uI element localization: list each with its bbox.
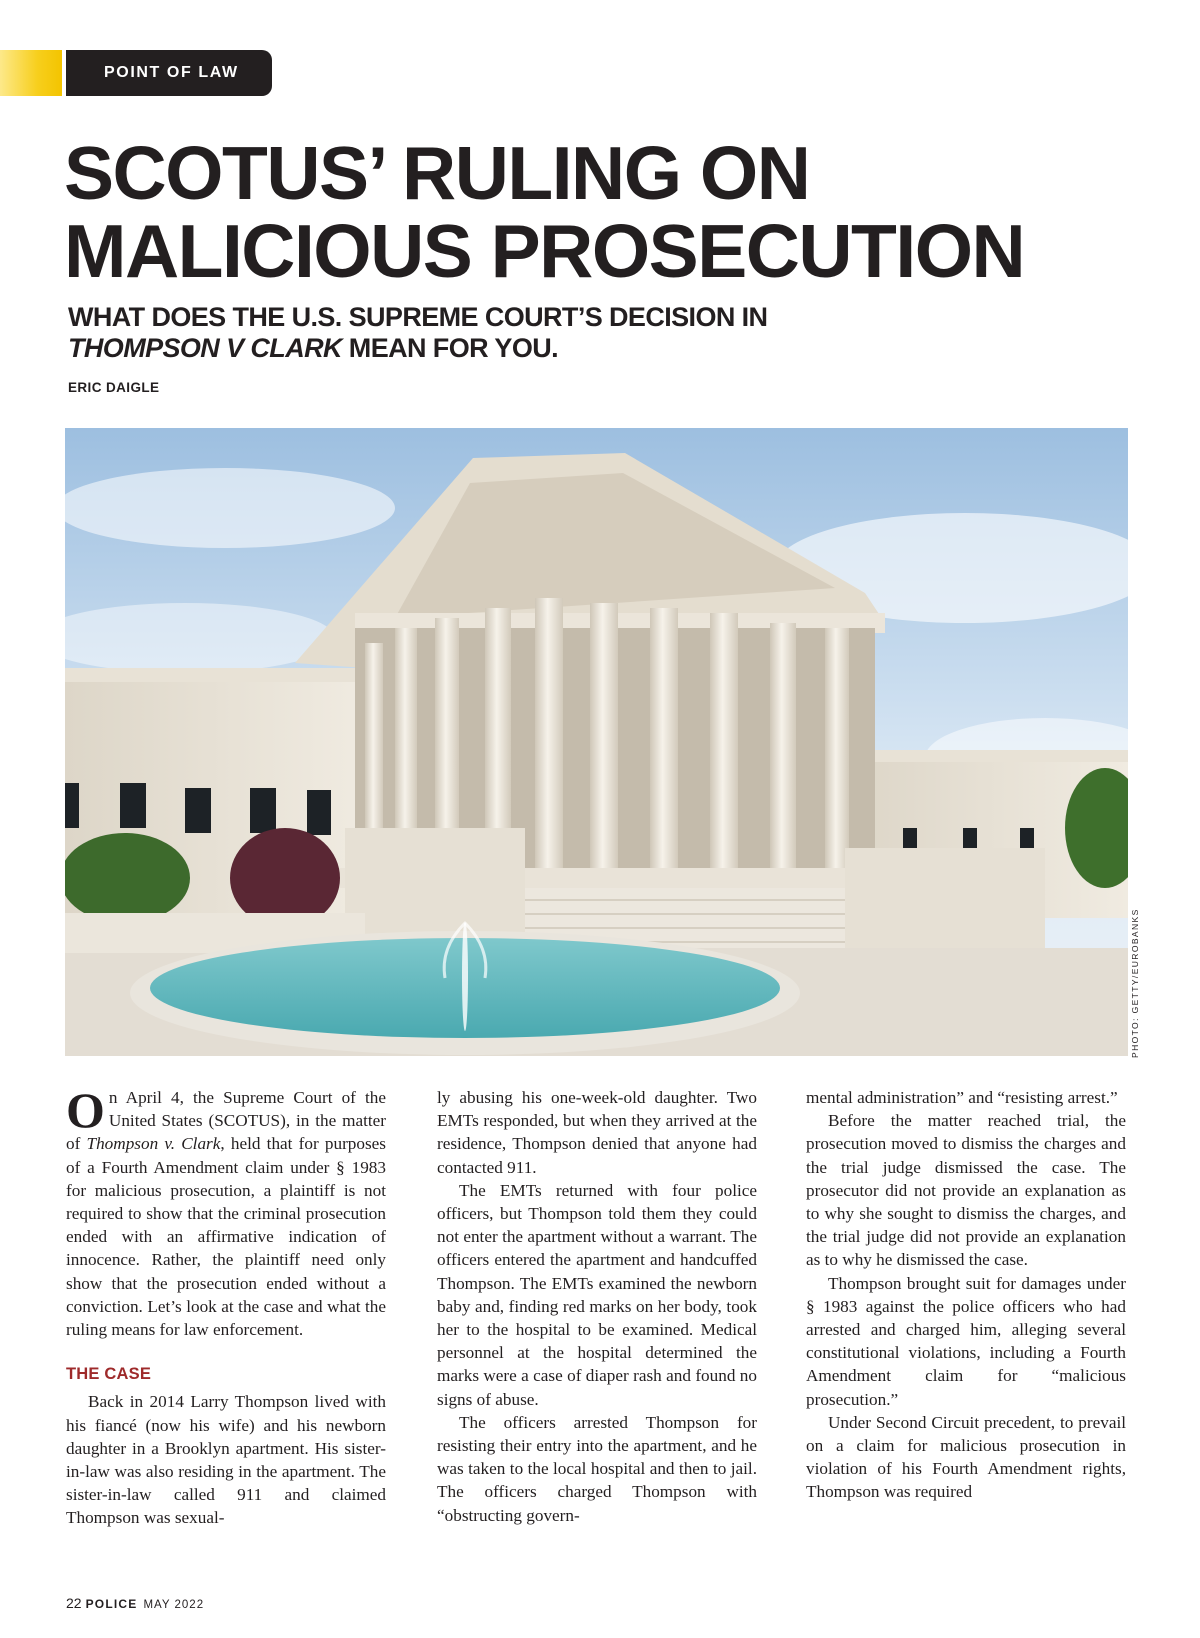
article-deck bbox=[68, 302, 968, 364]
supreme-court-photo bbox=[65, 428, 1128, 1056]
deck-case-name: THOMPSON V CLARK bbox=[68, 333, 342, 363]
article-intro bbox=[66, 1082, 386, 1341]
headline-line-1: SCOTUS’ RULING ON bbox=[64, 131, 810, 215]
section-accent-bar bbox=[0, 50, 62, 96]
photo-credit: PHOTO: GETTY/EUROBANKS bbox=[1130, 908, 1140, 1058]
article-headline bbox=[64, 131, 1174, 293]
paragraph-4: Before the matter reached trial, the prosecution moved to dismiss the charges and the trial judge dismissed the case. The prosecutor did not provide an explanation as to why she sought to dismiss the charges, and the trial judge did not provide an explanation as to why he dismissed the case. bbox=[806, 1111, 1126, 1270]
paragraph-5: Thompson brought suit for damages under § 1983 against the police officers who had arrested and charged him, alleging several constitutional violations, including a Fourth Amendment claim for “malicious prosecution.” bbox=[806, 1273, 1126, 1409]
paragraph-3: The officers arrested Thompson for resisting their entry into the apartment, and he was taken to the local hospital and then to jail. The officers charged Thompson with “obstructing govern- bbox=[437, 1412, 757, 1525]
deck-line-2-rest: MEAN FOR YOU. bbox=[341, 333, 559, 363]
article-column-2 bbox=[437, 1086, 757, 1527]
magazine-name: POLICE bbox=[85, 1597, 138, 1611]
article-column-1 bbox=[66, 1082, 386, 1530]
paragraph-2: The EMTs returned with four police officers, but Thompson told them they could not enter the apartment without a warrant. The officers entered the apartment and handcuffed Thompson. The EMTs examined the newborn baby and, finding red marks on her body, took her to the hospital to be examined. Medical personnel at the hospital determined the marks were a case of diaper rash and found no signs of abuse. bbox=[437, 1180, 757, 1409]
dropcap: O bbox=[66, 1082, 105, 1138]
section-heading-the-case: THE CASE bbox=[66, 1365, 152, 1384]
paragraph-3-continued: mental administration” and “resisting arrest.” bbox=[806, 1088, 1118, 1107]
byline: ERIC DAIGLE bbox=[68, 380, 160, 395]
intro-text-b: , held that for purposes of a Fourth Amendment claim under § 1983 for malicious prosecution, a plaintiff is not required to show that the criminal prosecution ended with an affirmative indication of innocence. Rather, the plaintiff need only show that the prosecution ended without a conviction. Let’s look at the case and what the ruling means for law enforcement. bbox=[66, 1134, 386, 1340]
page-folio bbox=[66, 1595, 204, 1611]
deck-line-2 bbox=[68, 333, 968, 364]
paragraph-6: Under Second Circuit precedent, to prevail on a claim for malicious prosecution in violation of his Fourth Amendment rights, Thompson was required bbox=[806, 1412, 1126, 1502]
paragraph-1: Back in 2014 Larry Thompson lived with his fiancé (now his wife) and his newborn daughter in a Brooklyn apartment. His sister-in-law was also residing in the apartment. The sister-in-law called 911 and claimed Thompson was sexual- bbox=[66, 1392, 386, 1528]
article-column-3 bbox=[806, 1086, 1126, 1504]
section-tag-label: POINT OF LAW bbox=[104, 64, 239, 81]
headline-line-2: MALICIOUS PROSECUTION bbox=[64, 209, 1025, 293]
intro-text-a: n April 4, the Supreme Court of the United States (SCOTUS), in the matter of bbox=[66, 1088, 386, 1154]
deck-line-1: WHAT DOES THE U.S. SUPREME COURT’S DECISION IN bbox=[68, 302, 768, 332]
intro-case-name: Thompson v. Clark bbox=[86, 1134, 221, 1154]
section-tag bbox=[66, 50, 272, 96]
page-number: 22 bbox=[66, 1595, 82, 1611]
issue-date: MAY 2022 bbox=[143, 1599, 205, 1611]
paragraph-1-continued: ly abusing his one-week-old daughter. Two EMTs responded, but when they arrived at the residence, Thompson denied that anyone had contacted 911. bbox=[437, 1088, 757, 1177]
